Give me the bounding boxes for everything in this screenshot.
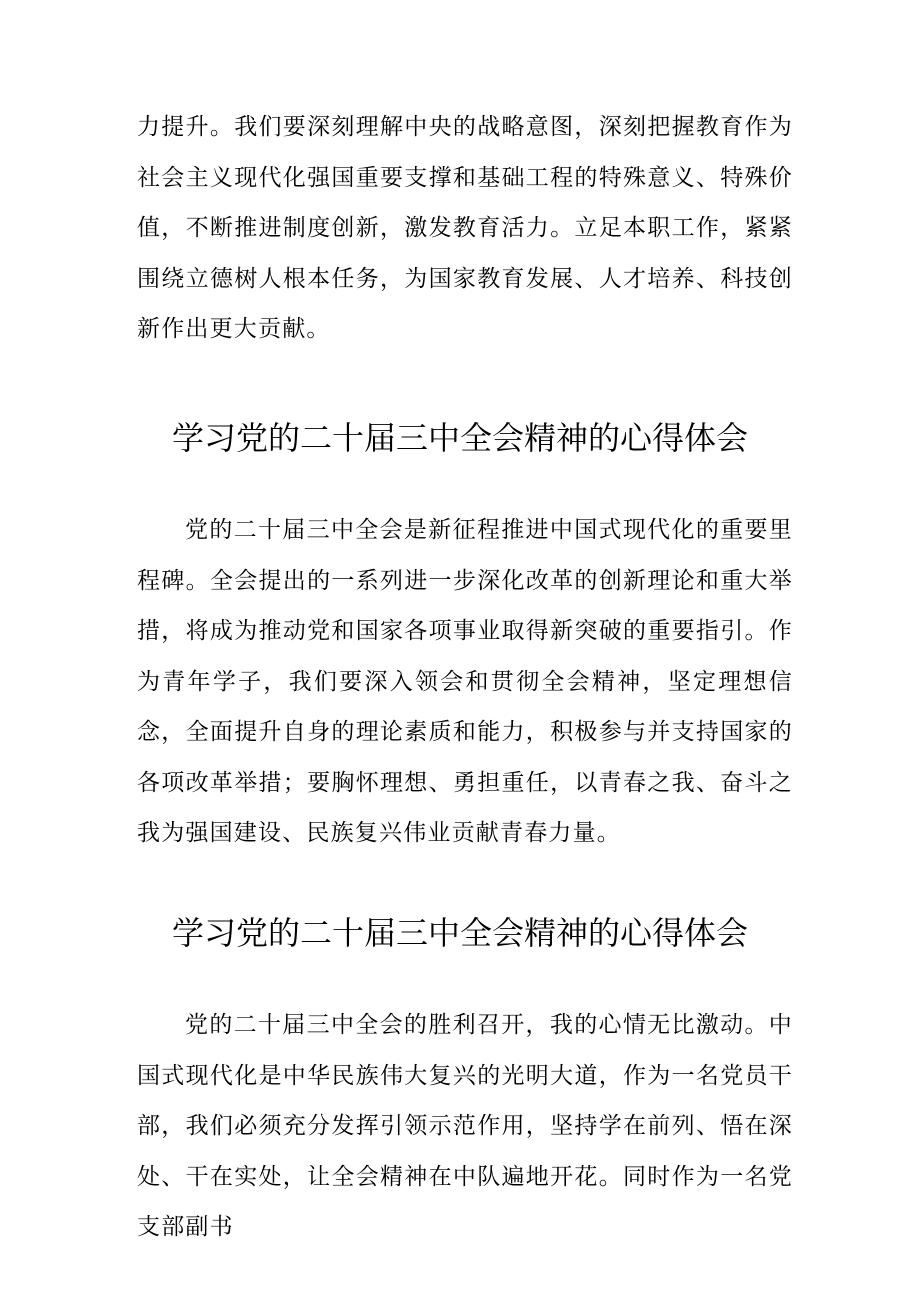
section-heading: 学习党的二十届三中全会精神的心得体会 — [171, 419, 748, 457]
paragraph-body: 党的二十届三中全会的胜利召开，我的心情无比激动。中国式现代化是中华民族伟大复兴的光明大道，作为一名党员干部，我们必须充分发挥引领示范作用，坚持学在前列、悟在深处、干在实处，让全会精神在中队遍地开花。同时作为一名党支部副书 — [137, 1012, 793, 1240]
paragraph-body: 党的二十届三中全会是新征程推进中国式现代化的重要里程碑。全会提出的一系列进一步深化改革的创新理论和重大举措，将成为推动党和国家各项事业取得新突破的重要指引。作为青年学子，我们要深入领会和贯彻全会精神，坚定理想信念，全面提升自身的理论素质和能力，积极参与并支持国家的各项改革举措；要胸怀理想、勇担重任，以青春之我、奋斗之我为强国建设、民族复兴伟业贡献青春力量。 — [137, 517, 793, 846]
section-heading: 学习党的二十届三中全会精神的心得体会 — [171, 914, 748, 952]
paragraph-continued: 力提升。我们要深刻理解中央的战略意图，深刻把握教育作为社会主义现代化强国重要支撑和基础工程的特殊意义、特殊价值，不断推进制度创新，激发教育活力。立足本职工作，紧紧围绕立德树人根本任务，为国家教育发展、人才培养、科技创新作出更大贡献。 — [137, 114, 793, 342]
